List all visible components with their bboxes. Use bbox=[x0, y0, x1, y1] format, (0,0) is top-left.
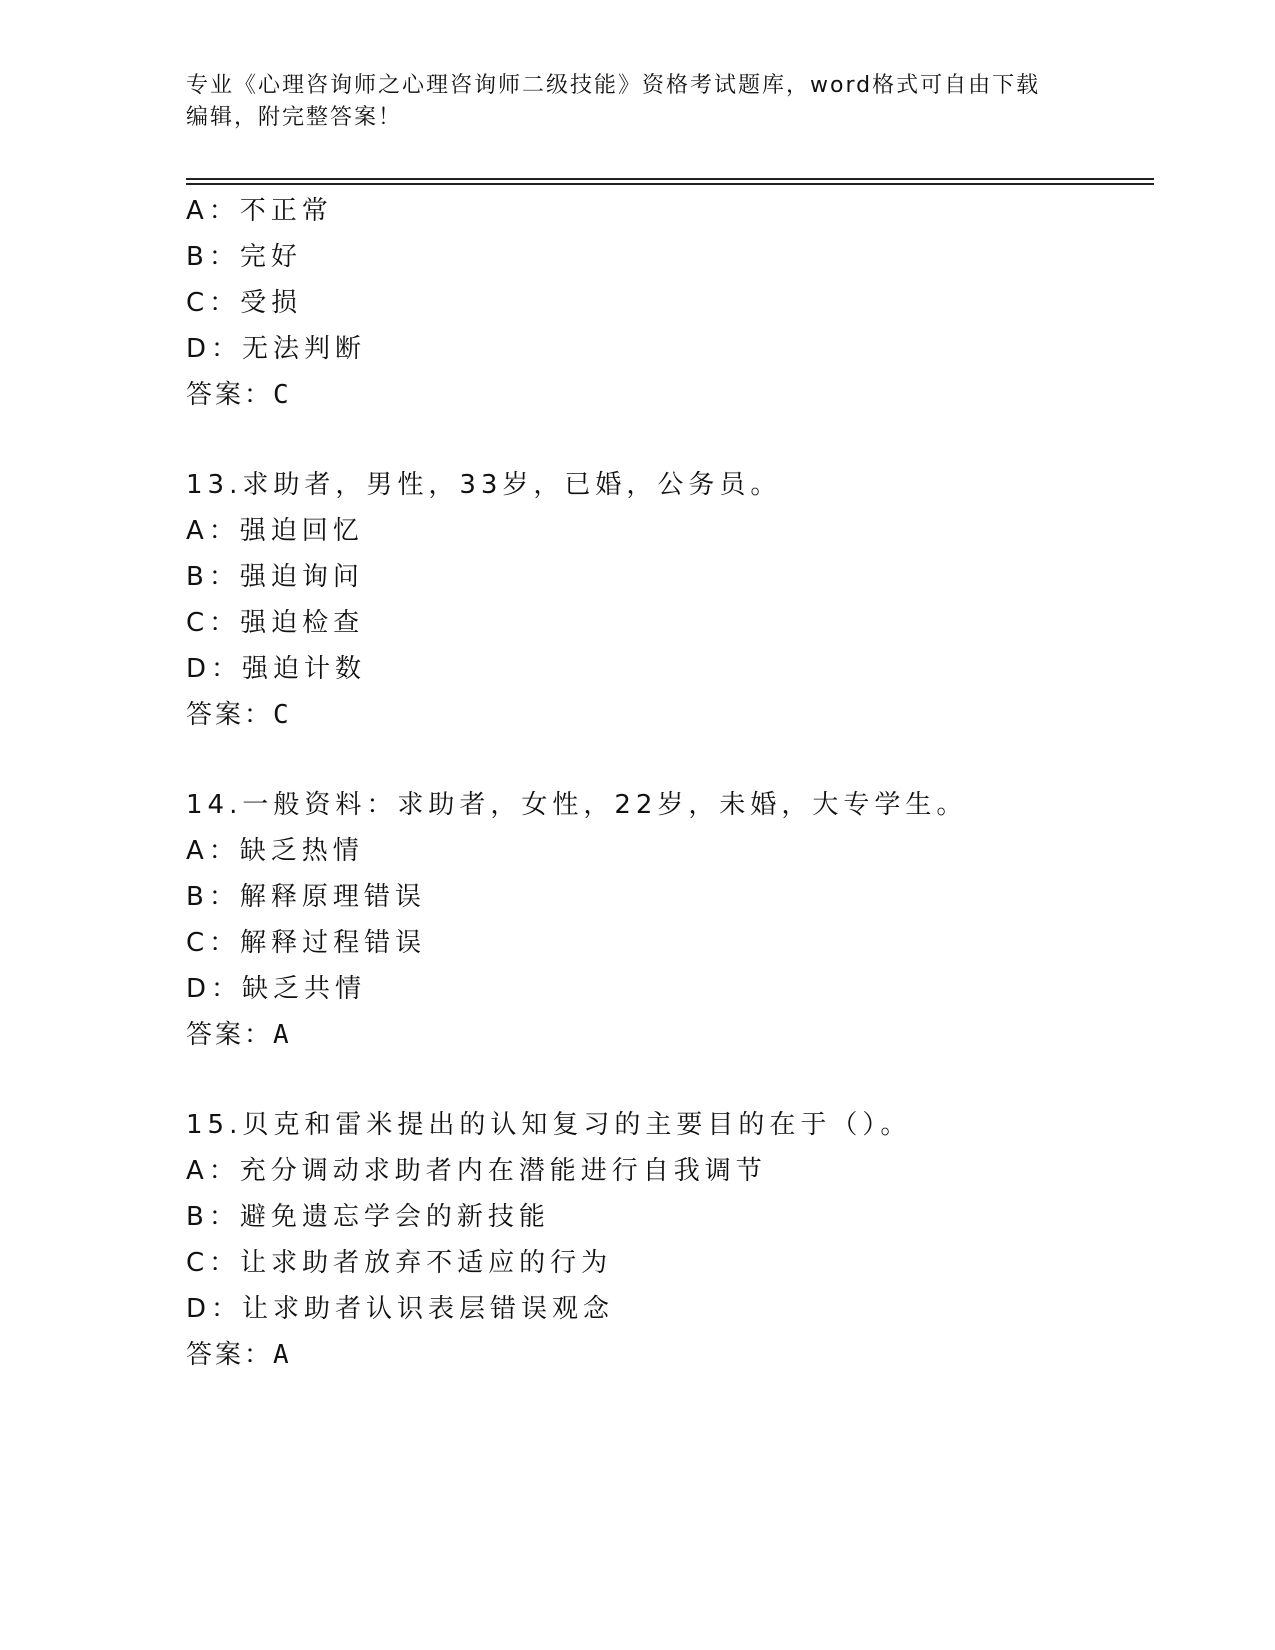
option-c: C：强迫检查 bbox=[186, 608, 365, 638]
header-divider-bottom bbox=[186, 183, 1154, 185]
document-header bbox=[186, 70, 1086, 134]
question-block-15 bbox=[186, 1102, 1154, 1378]
option-d: D：缺乏共情 bbox=[186, 974, 367, 1004]
option-a: A：缺乏热情 bbox=[186, 836, 364, 866]
question-block-partial bbox=[186, 188, 1154, 418]
option-b: B：完好 bbox=[186, 242, 302, 272]
answer-line: 答案：C bbox=[186, 380, 292, 410]
option-a: A：强迫回忆 bbox=[186, 516, 364, 546]
option-b: B：解释原理错误 bbox=[186, 882, 426, 912]
option-b: B：避免遗忘学会的新技能 bbox=[186, 1202, 550, 1232]
header-line-1: 专业《心理咨询师之心理咨询师二级技能》资格考试题库，word格式可自由下载 bbox=[186, 73, 1041, 98]
option-c: C：解释过程错误 bbox=[186, 928, 427, 958]
question-stem: 14.一般资料：求助者，女性，22岁，未婚，大专学生。 bbox=[186, 790, 968, 820]
header-line-2: 编辑，附完整答案！ bbox=[186, 105, 403, 130]
answer-line: 答案：A bbox=[186, 1340, 292, 1370]
option-a: A：不正常 bbox=[186, 196, 333, 226]
option-d: D：让求助者认识表层错误观念 bbox=[186, 1294, 615, 1324]
option-c: C：让求助者放弃不适应的行为 bbox=[186, 1248, 613, 1278]
answer-line: 答案：C bbox=[186, 700, 292, 730]
question-stem: 13.求助者，男性，33岁，已婚，公务员。 bbox=[186, 470, 782, 500]
question-block-13 bbox=[186, 462, 1154, 738]
option-d: D：强迫计数 bbox=[186, 654, 367, 684]
option-d: D：无法判断 bbox=[186, 334, 367, 364]
question-stem: 15.贝克和雷米提出的认知复习的主要目的在于（）。 bbox=[186, 1110, 912, 1140]
question-list bbox=[186, 188, 1154, 1378]
answer-line: 答案：A bbox=[186, 1020, 292, 1050]
option-b: B：强迫询问 bbox=[186, 562, 364, 592]
header-divider-top bbox=[186, 178, 1154, 180]
option-a: A：充分调动求助者内在潜能进行自我调节 bbox=[186, 1156, 767, 1186]
option-c: C：受损 bbox=[186, 288, 303, 318]
question-block-14 bbox=[186, 782, 1154, 1058]
